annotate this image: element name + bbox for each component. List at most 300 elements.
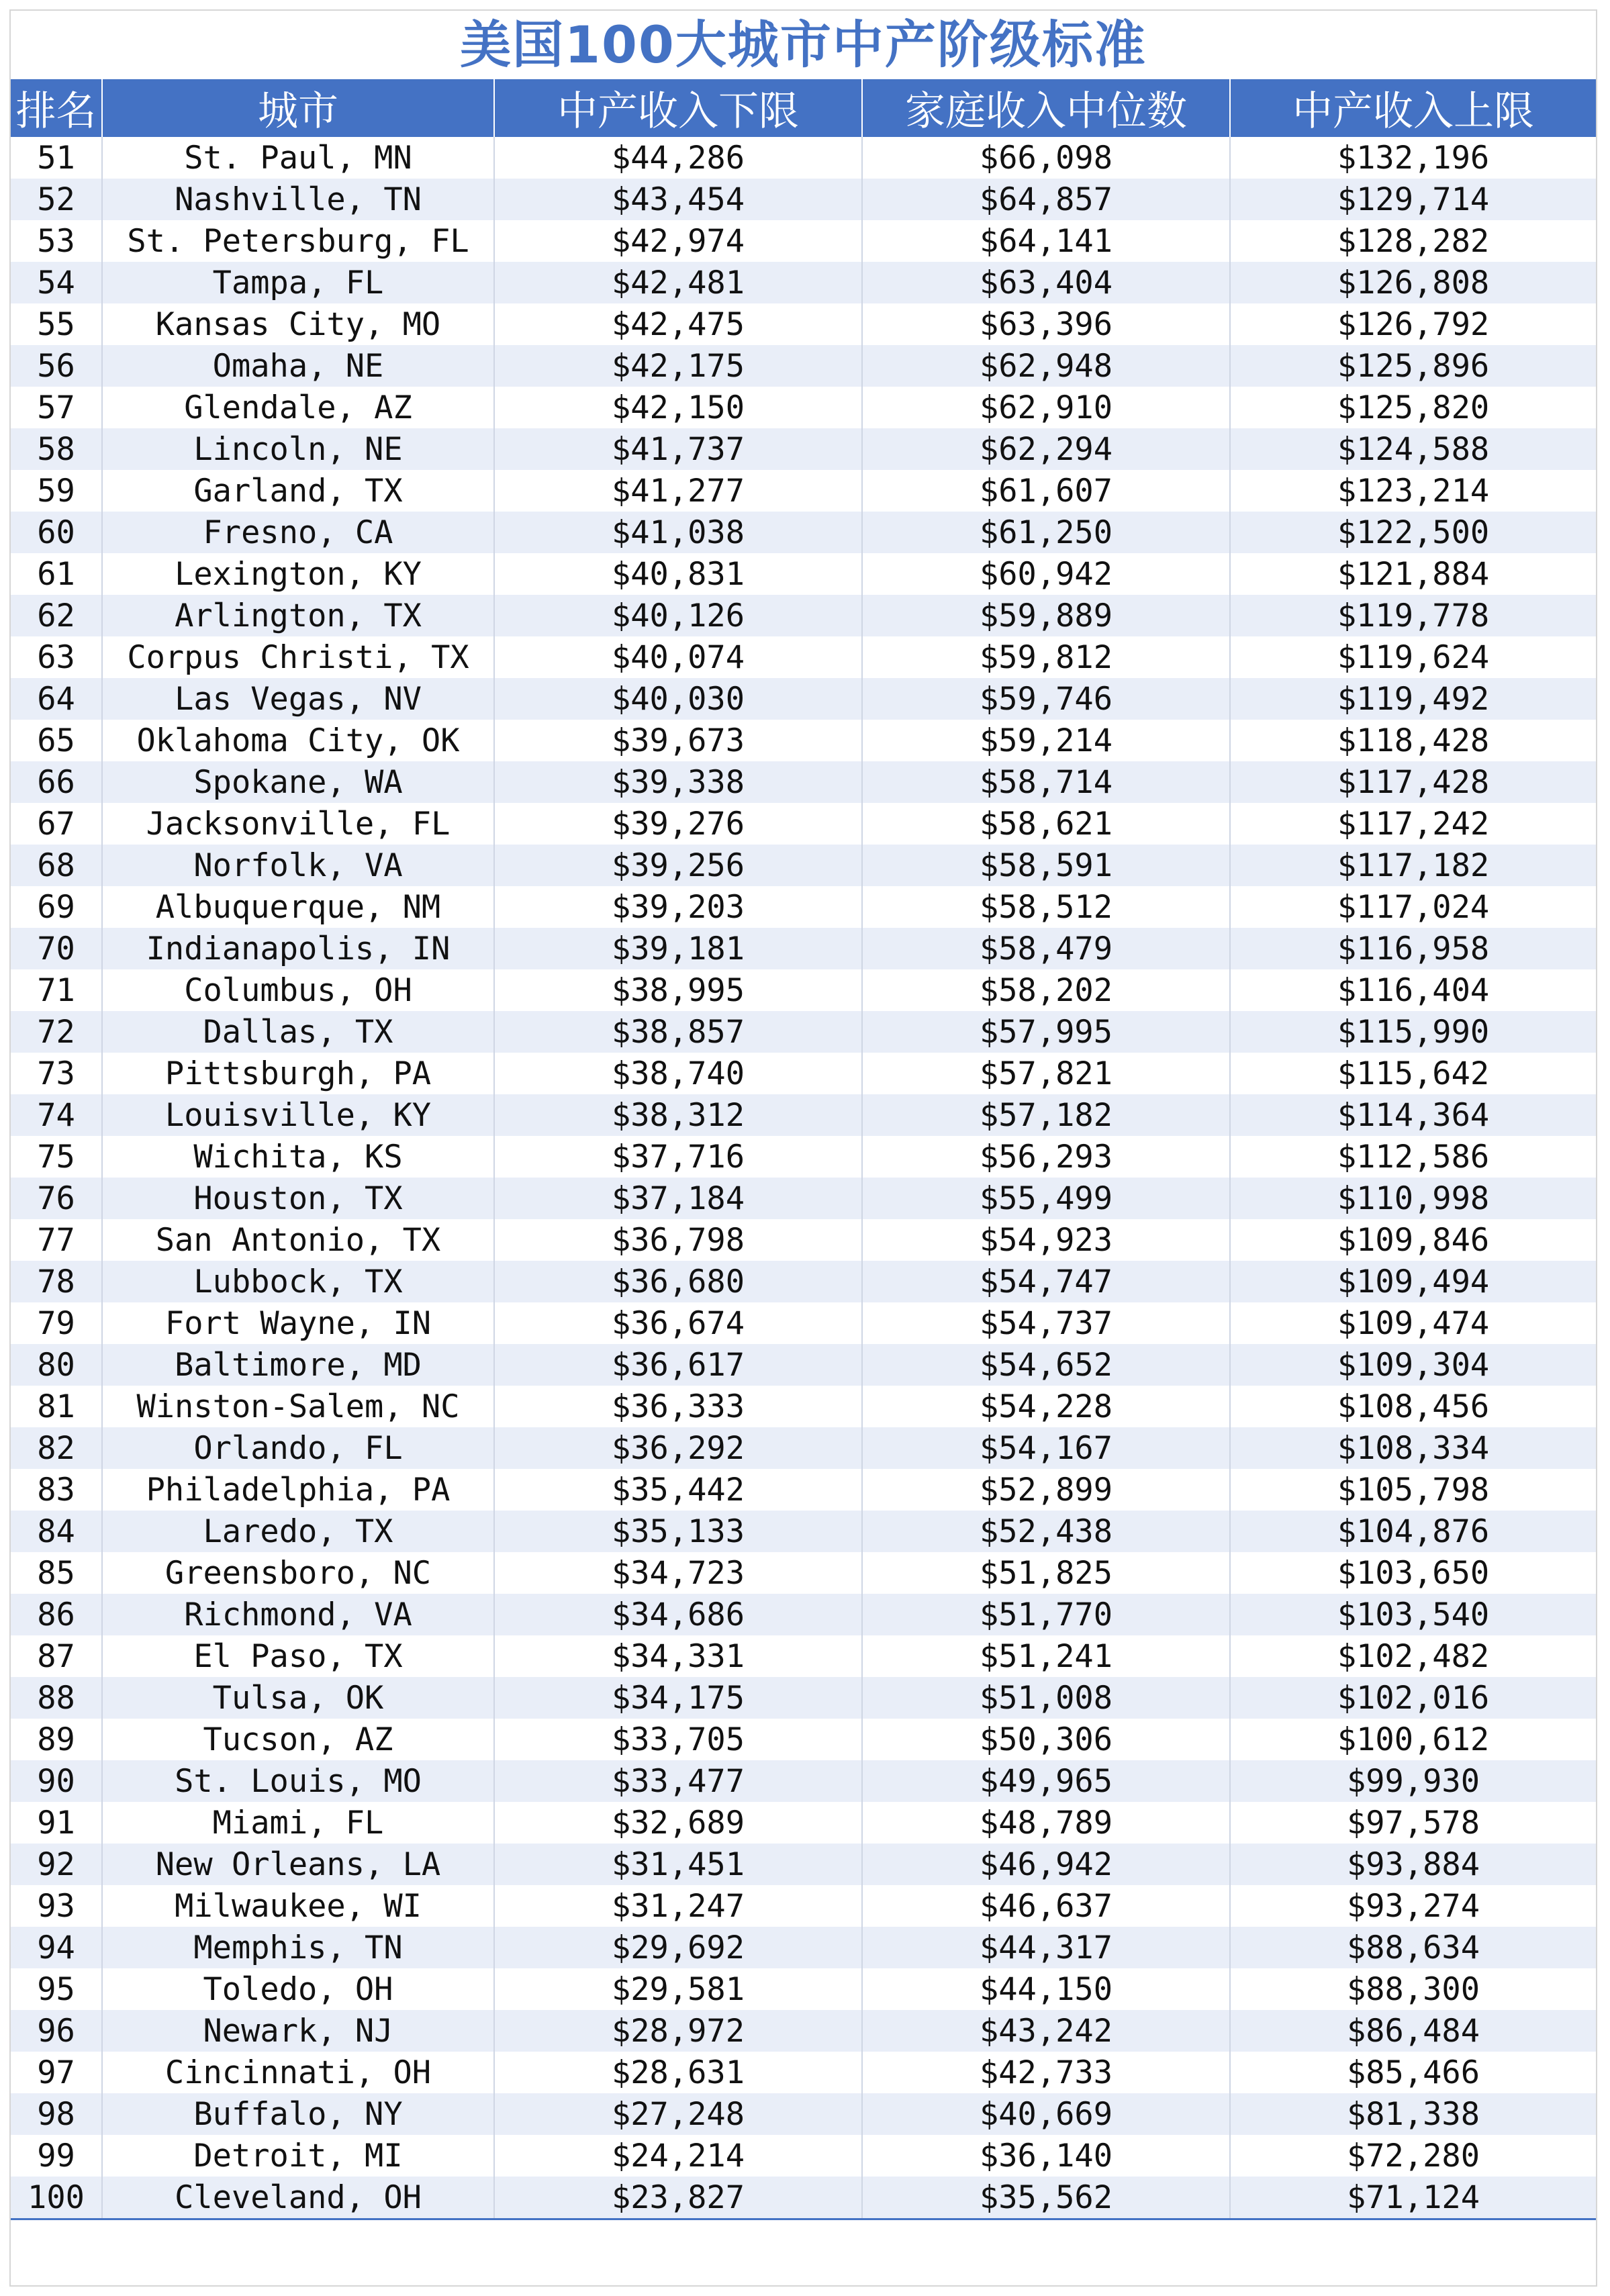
- cell-rank[interactable]: 52: [11, 179, 102, 220]
- cell-median-income[interactable]: $60,942: [862, 553, 1230, 595]
- cell-median-income[interactable]: $54,737: [862, 1302, 1230, 1344]
- cell-city[interactable]: Greensboro, NC: [102, 1552, 494, 1594]
- cell-rank[interactable]: 99: [11, 2135, 102, 2177]
- cell-lower-bound[interactable]: $39,181: [494, 928, 862, 969]
- cell-upper-bound[interactable]: $126,808: [1230, 262, 1596, 303]
- cell-city[interactable]: Dallas, TX: [102, 1011, 494, 1053]
- cell-lower-bound[interactable]: $28,631: [494, 2052, 862, 2093]
- cell-city[interactable]: Columbus, OH: [102, 969, 494, 1011]
- cell-city[interactable]: Wichita, KS: [102, 1136, 494, 1178]
- cell-city[interactable]: Corpus Christi, TX: [102, 636, 494, 678]
- cell-rank[interactable]: 90: [11, 1760, 102, 1802]
- cell-upper-bound[interactable]: $125,820: [1230, 387, 1596, 428]
- cell-upper-bound[interactable]: $119,624: [1230, 636, 1596, 678]
- cell-rank[interactable]: 83: [11, 1469, 102, 1511]
- table-row: [11, 1802, 1596, 1844]
- cell-city[interactable]: Jacksonville, FL: [102, 803, 494, 845]
- cell-upper-bound[interactable]: $71,124: [1230, 2177, 1596, 2219]
- cell-lower-bound[interactable]: $42,475: [494, 303, 862, 345]
- cell-lower-bound[interactable]: $36,617: [494, 1344, 862, 1386]
- cell-upper-bound[interactable]: $117,024: [1230, 886, 1596, 928]
- cell-lower-bound[interactable]: $36,292: [494, 1427, 862, 1469]
- header-median-income[interactable]: 家庭收入中位数: [862, 79, 1230, 137]
- cell-upper-bound[interactable]: $100,612: [1230, 1719, 1596, 1760]
- cell-lower-bound[interactable]: $36,798: [494, 1219, 862, 1261]
- cell-lower-bound[interactable]: $36,674: [494, 1302, 862, 1344]
- cell-city[interactable]: Louisville, KY: [102, 1094, 494, 1136]
- cell-upper-bound[interactable]: $85,466: [1230, 2052, 1596, 2093]
- cell-rank[interactable]: 98: [11, 2093, 102, 2135]
- cell-lower-bound[interactable]: $28,972: [494, 2010, 862, 2052]
- cell-upper-bound[interactable]: $121,884: [1230, 553, 1596, 595]
- cell-upper-bound[interactable]: $103,650: [1230, 1552, 1596, 1594]
- cell-rank[interactable]: 97: [11, 2052, 102, 2093]
- cell-rank[interactable]: 78: [11, 1261, 102, 1302]
- cell-median-income[interactable]: $59,214: [862, 720, 1230, 761]
- cell-rank[interactable]: 81: [11, 1386, 102, 1427]
- cell-rank[interactable]: 94: [11, 1927, 102, 1968]
- cell-rank[interactable]: 100: [11, 2177, 102, 2219]
- table-body: [11, 137, 1596, 2219]
- table-row: [11, 1427, 1596, 1469]
- cell-rank[interactable]: 73: [11, 1053, 102, 1094]
- cell-city[interactable]: Glendale, AZ: [102, 387, 494, 428]
- cell-city[interactable]: San Antonio, TX: [102, 1219, 494, 1261]
- cell-lower-bound[interactable]: $31,451: [494, 1844, 862, 1885]
- cell-city[interactable]: El Paso, TX: [102, 1635, 494, 1677]
- cell-rank[interactable]: 74: [11, 1094, 102, 1136]
- cell-lower-bound[interactable]: $24,214: [494, 2135, 862, 2177]
- cell-upper-bound[interactable]: $124,588: [1230, 428, 1596, 470]
- table-header: [11, 79, 1596, 137]
- cell-median-income[interactable]: $62,910: [862, 387, 1230, 428]
- cell-median-income[interactable]: $58,621: [862, 803, 1230, 845]
- cell-city[interactable]: Nashville, TN: [102, 179, 494, 220]
- cell-upper-bound[interactable]: $109,846: [1230, 1219, 1596, 1261]
- cell-median-income[interactable]: $55,499: [862, 1178, 1230, 1219]
- table-row: [11, 303, 1596, 345]
- cell-upper-bound[interactable]: $123,214: [1230, 470, 1596, 512]
- cell-lower-bound[interactable]: $40,831: [494, 553, 862, 595]
- table-row: [11, 1719, 1596, 1760]
- cell-rank[interactable]: 55: [11, 303, 102, 345]
- cell-median-income[interactable]: $57,821: [862, 1053, 1230, 1094]
- cell-city[interactable]: Omaha, NE: [102, 345, 494, 387]
- cell-upper-bound[interactable]: $128,282: [1230, 220, 1596, 262]
- cell-rank[interactable]: 59: [11, 470, 102, 512]
- cell-rank[interactable]: 82: [11, 1427, 102, 1469]
- table-row: [11, 1219, 1596, 1261]
- cell-median-income[interactable]: $59,812: [862, 636, 1230, 678]
- cell-upper-bound[interactable]: $72,280: [1230, 2135, 1596, 2177]
- table-row: [11, 761, 1596, 803]
- cell-median-income[interactable]: $57,182: [862, 1094, 1230, 1136]
- table-row: [11, 845, 1596, 886]
- cell-city[interactable]: Orlando, FL: [102, 1427, 494, 1469]
- cell-median-income[interactable]: $61,607: [862, 470, 1230, 512]
- cell-city[interactable]: Toledo, OH: [102, 1968, 494, 2010]
- cell-city[interactable]: Lubbock, TX: [102, 1261, 494, 1302]
- cell-rank[interactable]: 65: [11, 720, 102, 761]
- table-row: [11, 803, 1596, 845]
- cell-rank[interactable]: 69: [11, 886, 102, 928]
- table-row: [11, 1386, 1596, 1427]
- cell-city[interactable]: Lexington, KY: [102, 553, 494, 595]
- table-row: [11, 1635, 1596, 1677]
- cell-city[interactable]: Philadelphia, PA: [102, 1469, 494, 1511]
- cell-median-income[interactable]: $44,150: [862, 1968, 1230, 2010]
- cell-rank[interactable]: 70: [11, 928, 102, 969]
- cell-lower-bound[interactable]: $41,277: [494, 470, 862, 512]
- table-row: [11, 595, 1596, 636]
- cell-median-income[interactable]: $56,293: [862, 1136, 1230, 1178]
- table-row: [11, 1594, 1596, 1635]
- cell-upper-bound[interactable]: $112,586: [1230, 1136, 1596, 1178]
- cell-upper-bound[interactable]: $122,500: [1230, 512, 1596, 553]
- cell-upper-bound[interactable]: $129,714: [1230, 179, 1596, 220]
- header-rank[interactable]: 排名: [11, 79, 102, 137]
- cell-median-income[interactable]: $59,889: [862, 595, 1230, 636]
- cell-city[interactable]: Houston, TX: [102, 1178, 494, 1219]
- cell-upper-bound[interactable]: $102,482: [1230, 1635, 1596, 1677]
- cell-city[interactable]: St. Paul, MN: [102, 137, 494, 179]
- cell-city[interactable]: Memphis, TN: [102, 1927, 494, 1968]
- cell-city[interactable]: Milwaukee, WI: [102, 1885, 494, 1927]
- cell-median-income[interactable]: $52,438: [862, 1511, 1230, 1552]
- cell-lower-bound[interactable]: $34,723: [494, 1552, 862, 1594]
- cell-median-income[interactable]: $54,747: [862, 1261, 1230, 1302]
- cell-rank[interactable]: 56: [11, 345, 102, 387]
- cell-rank[interactable]: 91: [11, 1802, 102, 1844]
- table-row: [11, 1885, 1596, 1927]
- table-row: [11, 262, 1596, 303]
- cell-upper-bound[interactable]: $93,884: [1230, 1844, 1596, 1885]
- cell-rank[interactable]: 84: [11, 1511, 102, 1552]
- cell-lower-bound[interactable]: $40,030: [494, 678, 862, 720]
- cell-rank[interactable]: 95: [11, 1968, 102, 2010]
- cell-city[interactable]: Richmond, VA: [102, 1594, 494, 1635]
- cell-median-income[interactable]: $63,396: [862, 303, 1230, 345]
- cell-upper-bound[interactable]: $125,896: [1230, 345, 1596, 387]
- table-row: [11, 2010, 1596, 2052]
- cell-rank[interactable]: 60: [11, 512, 102, 553]
- cell-median-income[interactable]: $50,306: [862, 1719, 1230, 1760]
- cell-city[interactable]: New Orleans, LA: [102, 1844, 494, 1885]
- table-row: [11, 1053, 1596, 1094]
- cell-lower-bound[interactable]: $29,581: [494, 1968, 862, 2010]
- cell-rank[interactable]: 57: [11, 387, 102, 428]
- cell-city[interactable]: St. Louis, MO: [102, 1760, 494, 1802]
- cell-lower-bound[interactable]: $35,133: [494, 1511, 862, 1552]
- cell-median-income[interactable]: $58,512: [862, 886, 1230, 928]
- cell-lower-bound[interactable]: $39,673: [494, 720, 862, 761]
- cell-rank[interactable]: 79: [11, 1302, 102, 1344]
- cell-lower-bound[interactable]: $34,686: [494, 1594, 862, 1635]
- cell-rank[interactable]: 93: [11, 1885, 102, 1927]
- cell-lower-bound[interactable]: $27,248: [494, 2093, 862, 2135]
- cell-lower-bound[interactable]: $37,184: [494, 1178, 862, 1219]
- table-row: [11, 387, 1596, 428]
- cell-upper-bound[interactable]: $86,484: [1230, 2010, 1596, 2052]
- cell-median-income[interactable]: $58,202: [862, 969, 1230, 1011]
- cell-city[interactable]: Winston-Salem, NC: [102, 1386, 494, 1427]
- table-row: [11, 345, 1596, 387]
- cell-median-income[interactable]: $54,923: [862, 1219, 1230, 1261]
- cell-upper-bound[interactable]: $104,876: [1230, 1511, 1596, 1552]
- cell-city[interactable]: Cincinnati, OH: [102, 2052, 494, 2093]
- cell-lower-bound[interactable]: $39,256: [494, 845, 862, 886]
- table-row: [11, 2093, 1596, 2135]
- cell-median-income[interactable]: $58,591: [862, 845, 1230, 886]
- cell-lower-bound[interactable]: $43,454: [494, 179, 862, 220]
- cell-rank[interactable]: 71: [11, 969, 102, 1011]
- table-row: [11, 1968, 1596, 2010]
- cell-lower-bound[interactable]: $31,247: [494, 1885, 862, 1927]
- cell-lower-bound[interactable]: $36,333: [494, 1386, 862, 1427]
- cell-rank[interactable]: 51: [11, 137, 102, 179]
- cell-rank[interactable]: 96: [11, 2010, 102, 2052]
- table-row: [11, 470, 1596, 512]
- cell-city[interactable]: Norfolk, VA: [102, 845, 494, 886]
- cell-city[interactable]: Oklahoma City, OK: [102, 720, 494, 761]
- cell-upper-bound[interactable]: $115,990: [1230, 1011, 1596, 1053]
- cell-lower-bound[interactable]: $41,737: [494, 428, 862, 470]
- cell-median-income[interactable]: $51,770: [862, 1594, 1230, 1635]
- cell-upper-bound[interactable]: $115,642: [1230, 1053, 1596, 1094]
- cell-upper-bound[interactable]: $88,634: [1230, 1927, 1596, 1968]
- cell-lower-bound[interactable]: $44,286: [494, 137, 862, 179]
- cell-median-income[interactable]: $51,008: [862, 1677, 1230, 1719]
- cell-rank[interactable]: 61: [11, 553, 102, 595]
- cell-rank[interactable]: 76: [11, 1178, 102, 1219]
- cell-city[interactable]: Baltimore, MD: [102, 1344, 494, 1386]
- cell-city[interactable]: Fort Wayne, IN: [102, 1302, 494, 1344]
- cell-rank[interactable]: 92: [11, 1844, 102, 1885]
- cell-rank[interactable]: 64: [11, 678, 102, 720]
- cell-median-income[interactable]: $35,562: [862, 2177, 1230, 2219]
- cell-lower-bound[interactable]: $23,827: [494, 2177, 862, 2219]
- cell-median-income[interactable]: $62,948: [862, 345, 1230, 387]
- cell-rank[interactable]: 67: [11, 803, 102, 845]
- header-city[interactable]: 城市: [102, 79, 494, 137]
- cell-median-income[interactable]: $46,637: [862, 1885, 1230, 1927]
- cell-city[interactable]: Detroit, MI: [102, 2135, 494, 2177]
- cell-lower-bound[interactable]: $42,175: [494, 345, 862, 387]
- table-row: [11, 1302, 1596, 1344]
- table-row: [11, 1261, 1596, 1302]
- table-row: [11, 636, 1596, 678]
- cell-rank[interactable]: 62: [11, 595, 102, 636]
- cell-city[interactable]: Kansas City, MO: [102, 303, 494, 345]
- table-row: [11, 969, 1596, 1011]
- cell-upper-bound[interactable]: $109,304: [1230, 1344, 1596, 1386]
- cell-city[interactable]: Tulsa, OK: [102, 1677, 494, 1719]
- cell-median-income[interactable]: $57,995: [862, 1011, 1230, 1053]
- table-row: [11, 1927, 1596, 1968]
- cell-upper-bound[interactable]: $126,792: [1230, 303, 1596, 345]
- cell-upper-bound[interactable]: $103,540: [1230, 1594, 1596, 1635]
- cell-rank[interactable]: 72: [11, 1011, 102, 1053]
- cell-upper-bound[interactable]: $132,196: [1230, 137, 1596, 179]
- cell-median-income[interactable]: $51,825: [862, 1552, 1230, 1594]
- cell-upper-bound[interactable]: $105,798: [1230, 1469, 1596, 1511]
- cell-lower-bound[interactable]: $39,276: [494, 803, 862, 845]
- cell-city[interactable]: Buffalo, NY: [102, 2093, 494, 2135]
- cell-upper-bound[interactable]: $110,998: [1230, 1178, 1596, 1219]
- cell-median-income[interactable]: $51,241: [862, 1635, 1230, 1677]
- cell-lower-bound[interactable]: $42,481: [494, 262, 862, 303]
- cell-rank[interactable]: 68: [11, 845, 102, 886]
- table-row: [11, 428, 1596, 470]
- table-row: [11, 928, 1596, 969]
- cell-lower-bound[interactable]: $38,312: [494, 1094, 862, 1136]
- cell-lower-bound[interactable]: $37,716: [494, 1136, 862, 1178]
- table-row: [11, 137, 1596, 179]
- cell-lower-bound[interactable]: $39,338: [494, 761, 862, 803]
- cell-lower-bound[interactable]: $32,689: [494, 1802, 862, 1844]
- cell-median-income[interactable]: $48,789: [862, 1802, 1230, 1844]
- cell-lower-bound[interactable]: $36,680: [494, 1261, 862, 1302]
- cell-upper-bound[interactable]: $93,274: [1230, 1885, 1596, 1927]
- cell-rank[interactable]: 63: [11, 636, 102, 678]
- cell-median-income[interactable]: $40,669: [862, 2093, 1230, 2135]
- cell-upper-bound[interactable]: $99,930: [1230, 1760, 1596, 1802]
- cell-city[interactable]: Fresno, CA: [102, 512, 494, 553]
- cell-median-income[interactable]: $62,294: [862, 428, 1230, 470]
- cell-upper-bound[interactable]: $108,334: [1230, 1427, 1596, 1469]
- cell-upper-bound[interactable]: $119,492: [1230, 678, 1596, 720]
- cell-lower-bound[interactable]: $39,203: [494, 886, 862, 928]
- cell-upper-bound[interactable]: $88,300: [1230, 1968, 1596, 2010]
- cell-upper-bound[interactable]: $116,958: [1230, 928, 1596, 969]
- cell-median-income[interactable]: $36,140: [862, 2135, 1230, 2177]
- cell-city[interactable]: Albuquerque, NM: [102, 886, 494, 928]
- cell-median-income[interactable]: $64,141: [862, 220, 1230, 262]
- cell-median-income[interactable]: $42,733: [862, 2052, 1230, 2093]
- spreadsheet-sheet: [9, 9, 1597, 2287]
- cell-median-income[interactable]: $46,942: [862, 1844, 1230, 1885]
- header-row: [11, 79, 1596, 137]
- cell-median-income[interactable]: $63,404: [862, 262, 1230, 303]
- cell-city[interactable]: Garland, TX: [102, 470, 494, 512]
- cell-lower-bound[interactable]: $42,974: [494, 220, 862, 262]
- cell-upper-bound[interactable]: $119,778: [1230, 595, 1596, 636]
- cell-lower-bound[interactable]: $38,995: [494, 969, 862, 1011]
- table-row: [11, 1552, 1596, 1594]
- cell-upper-bound[interactable]: $97,578: [1230, 1802, 1596, 1844]
- cell-median-income[interactable]: $44,317: [862, 1927, 1230, 1968]
- table-row: [11, 1511, 1596, 1552]
- table-row: [11, 2135, 1596, 2177]
- cell-lower-bound[interactable]: $42,150: [494, 387, 862, 428]
- cell-upper-bound[interactable]: $117,242: [1230, 803, 1596, 845]
- cell-city[interactable]: Spokane, WA: [102, 761, 494, 803]
- cell-lower-bound[interactable]: $41,038: [494, 512, 862, 553]
- header-upper-bound[interactable]: 中产收入上限: [1230, 79, 1596, 137]
- cell-lower-bound[interactable]: $38,857: [494, 1011, 862, 1053]
- cell-lower-bound[interactable]: $33,477: [494, 1760, 862, 1802]
- cell-median-income[interactable]: $52,899: [862, 1469, 1230, 1511]
- cell-city[interactable]: Cleveland, OH: [102, 2177, 494, 2219]
- cell-upper-bound[interactable]: $117,428: [1230, 761, 1596, 803]
- table-row: [11, 1344, 1596, 1386]
- cell-city[interactable]: Tucson, AZ: [102, 1719, 494, 1760]
- cell-lower-bound[interactable]: $33,705: [494, 1719, 862, 1760]
- table-row: [11, 1760, 1596, 1802]
- cell-rank[interactable]: 58: [11, 428, 102, 470]
- cell-rank[interactable]: 77: [11, 1219, 102, 1261]
- cell-city[interactable]: Las Vegas, NV: [102, 678, 494, 720]
- cell-upper-bound[interactable]: $118,428: [1230, 720, 1596, 761]
- cell-lower-bound[interactable]: $38,740: [494, 1053, 862, 1094]
- cell-median-income[interactable]: $43,242: [862, 2010, 1230, 2052]
- table-row: [11, 1094, 1596, 1136]
- cell-median-income[interactable]: $54,652: [862, 1344, 1230, 1386]
- cell-median-income[interactable]: $61,250: [862, 512, 1230, 553]
- cell-rank[interactable]: 80: [11, 1344, 102, 1386]
- cell-city[interactable]: Pittsburgh, PA: [102, 1053, 494, 1094]
- cell-lower-bound[interactable]: $34,331: [494, 1635, 862, 1677]
- cell-upper-bound[interactable]: $109,474: [1230, 1302, 1596, 1344]
- cell-upper-bound[interactable]: $117,182: [1230, 845, 1596, 886]
- cell-rank[interactable]: 54: [11, 262, 102, 303]
- cell-lower-bound[interactable]: $40,126: [494, 595, 862, 636]
- cell-city[interactable]: Miami, FL: [102, 1802, 494, 1844]
- cell-lower-bound[interactable]: $29,692: [494, 1927, 862, 1968]
- cell-city[interactable]: Tampa, FL: [102, 262, 494, 303]
- cell-median-income[interactable]: $66,098: [862, 137, 1230, 179]
- cell-rank[interactable]: 86: [11, 1594, 102, 1635]
- cell-rank[interactable]: 88: [11, 1677, 102, 1719]
- cell-median-income[interactable]: $54,167: [862, 1427, 1230, 1469]
- cell-rank[interactable]: 85: [11, 1552, 102, 1594]
- table-row: [11, 179, 1596, 220]
- cell-upper-bound[interactable]: $108,456: [1230, 1386, 1596, 1427]
- cell-rank[interactable]: 89: [11, 1719, 102, 1760]
- cell-rank[interactable]: 66: [11, 761, 102, 803]
- cell-median-income[interactable]: $58,479: [862, 928, 1230, 969]
- table-row: [11, 720, 1596, 761]
- cell-lower-bound[interactable]: $34,175: [494, 1677, 862, 1719]
- cell-city[interactable]: Indianapolis, IN: [102, 928, 494, 969]
- cell-upper-bound[interactable]: $114,364: [1230, 1094, 1596, 1136]
- cell-city[interactable]: Laredo, TX: [102, 1511, 494, 1552]
- cell-median-income[interactable]: $58,714: [862, 761, 1230, 803]
- cell-rank[interactable]: 75: [11, 1136, 102, 1178]
- cell-median-income[interactable]: $49,965: [862, 1760, 1230, 1802]
- cell-upper-bound[interactable]: $81,338: [1230, 2093, 1596, 2135]
- table-row: [11, 1469, 1596, 1511]
- cell-upper-bound[interactable]: $109,494: [1230, 1261, 1596, 1302]
- table-row: [11, 1011, 1596, 1053]
- table-row: [11, 678, 1596, 720]
- cell-city[interactable]: Lincoln, NE: [102, 428, 494, 470]
- cell-median-income[interactable]: $59,746: [862, 678, 1230, 720]
- cell-lower-bound[interactable]: $40,074: [494, 636, 862, 678]
- cell-median-income[interactable]: $54,228: [862, 1386, 1230, 1427]
- cell-upper-bound[interactable]: $116,404: [1230, 969, 1596, 1011]
- cell-rank[interactable]: 87: [11, 1635, 102, 1677]
- cell-lower-bound[interactable]: $35,442: [494, 1469, 862, 1511]
- cell-median-income[interactable]: $64,857: [862, 179, 1230, 220]
- cell-rank[interactable]: 53: [11, 220, 102, 262]
- header-lower-bound[interactable]: 中产收入下限: [494, 79, 862, 137]
- cell-city[interactable]: Newark, NJ: [102, 2010, 494, 2052]
- cell-city[interactable]: Arlington, TX: [102, 595, 494, 636]
- cell-upper-bound[interactable]: $102,016: [1230, 1677, 1596, 1719]
- cell-city[interactable]: St. Petersburg, FL: [102, 220, 494, 262]
- table-row: [11, 220, 1596, 262]
